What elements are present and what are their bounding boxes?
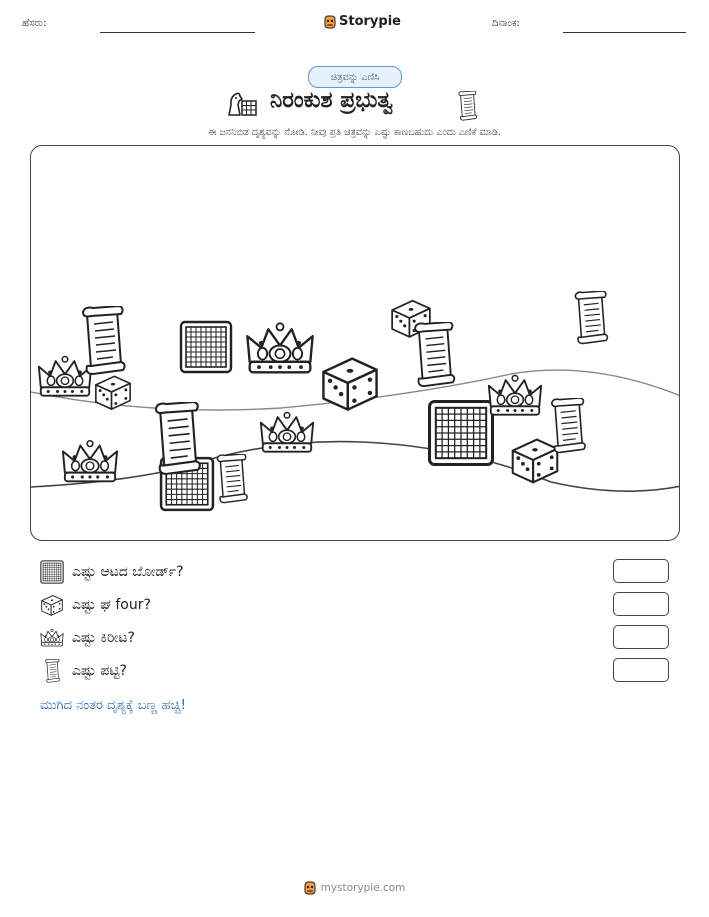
crown-icon xyxy=(40,626,64,650)
scroll-title-icon xyxy=(454,91,480,121)
mascot-icon xyxy=(304,881,316,895)
instructions: ಈ ಜನನಿಬಿಡ ದೃಶ್ಯವನ್ನು ನೋಡಿ. ನೀವು ಪ್ರತಿ ಚಿತ್ರವನ್ನು ಎಷ್ಟು ಕಾಣಬಹುದು ಎಂದು ಎಣಿಕೆ ಮಾಡಿ. xyxy=(208,127,501,138)
knight-board-icon xyxy=(226,91,258,117)
name-label: ಹೆಸರು: xyxy=(22,18,47,29)
scroll-item xyxy=(217,454,247,503)
brand-logo xyxy=(324,14,401,29)
mascot-icon xyxy=(324,15,336,29)
crown-item xyxy=(63,441,117,482)
dice-icon xyxy=(40,593,64,617)
date-label: ದಿನಾಂಕ: xyxy=(492,18,520,29)
answer-box-board[interactable] xyxy=(613,559,669,583)
board-item xyxy=(181,322,231,372)
question-row-board xyxy=(40,559,184,585)
footer-url[interactable]: mystorypie.com xyxy=(320,882,406,894)
scroll-item xyxy=(415,322,454,386)
question-text: ಎಷ್ಟು ಕಿರೀಟ? xyxy=(72,630,135,646)
crown-item xyxy=(489,375,541,414)
board-item xyxy=(430,402,493,465)
answer-box-dice[interactable] xyxy=(613,592,669,616)
question-text: ಎಷ್ಟು ಘ four? xyxy=(72,597,151,613)
scroll-item xyxy=(552,398,585,452)
question-text: ಎಷ್ಟು ಪಟ್ಟಿ? xyxy=(72,663,127,679)
answer-box-crown[interactable] xyxy=(613,625,669,649)
scroll-item xyxy=(575,291,607,343)
question-row-crown xyxy=(40,625,135,651)
date-line[interactable] xyxy=(563,32,686,33)
question-row-dice xyxy=(40,592,151,618)
game-board-icon xyxy=(40,560,64,584)
answer-box-scroll[interactable] xyxy=(613,658,669,682)
crown-item xyxy=(261,412,313,451)
die-item xyxy=(323,359,376,410)
scroll-item xyxy=(83,306,125,374)
brand-name: Storypie xyxy=(339,14,401,29)
scroll-icon xyxy=(40,659,64,683)
page-title: ನಿರಂಕುಶ ಪ್ರಭುತ್ವ xyxy=(270,88,393,113)
name-line[interactable] xyxy=(100,32,255,33)
die-item xyxy=(513,440,558,483)
crown-item xyxy=(39,356,91,395)
coloring-note: ಮುಗಿದ ನಂತರ ದೃಶ್ಯಕ್ಕೆ ಬಣ್ಣ ಹಚ್ಚಿ! xyxy=(40,698,186,713)
crown-item xyxy=(247,323,312,372)
counting-scene xyxy=(30,145,680,541)
question-row-scroll xyxy=(40,658,127,684)
footer xyxy=(0,881,709,895)
activity-badge: ಚಿತ್ರವನ್ನು ಎಣಿಸಿ xyxy=(308,66,402,88)
question-text: ಎಷ್ಟು ಆಟದ ಬೋರ್ಡ್? xyxy=(72,564,184,580)
die-item xyxy=(96,376,130,409)
